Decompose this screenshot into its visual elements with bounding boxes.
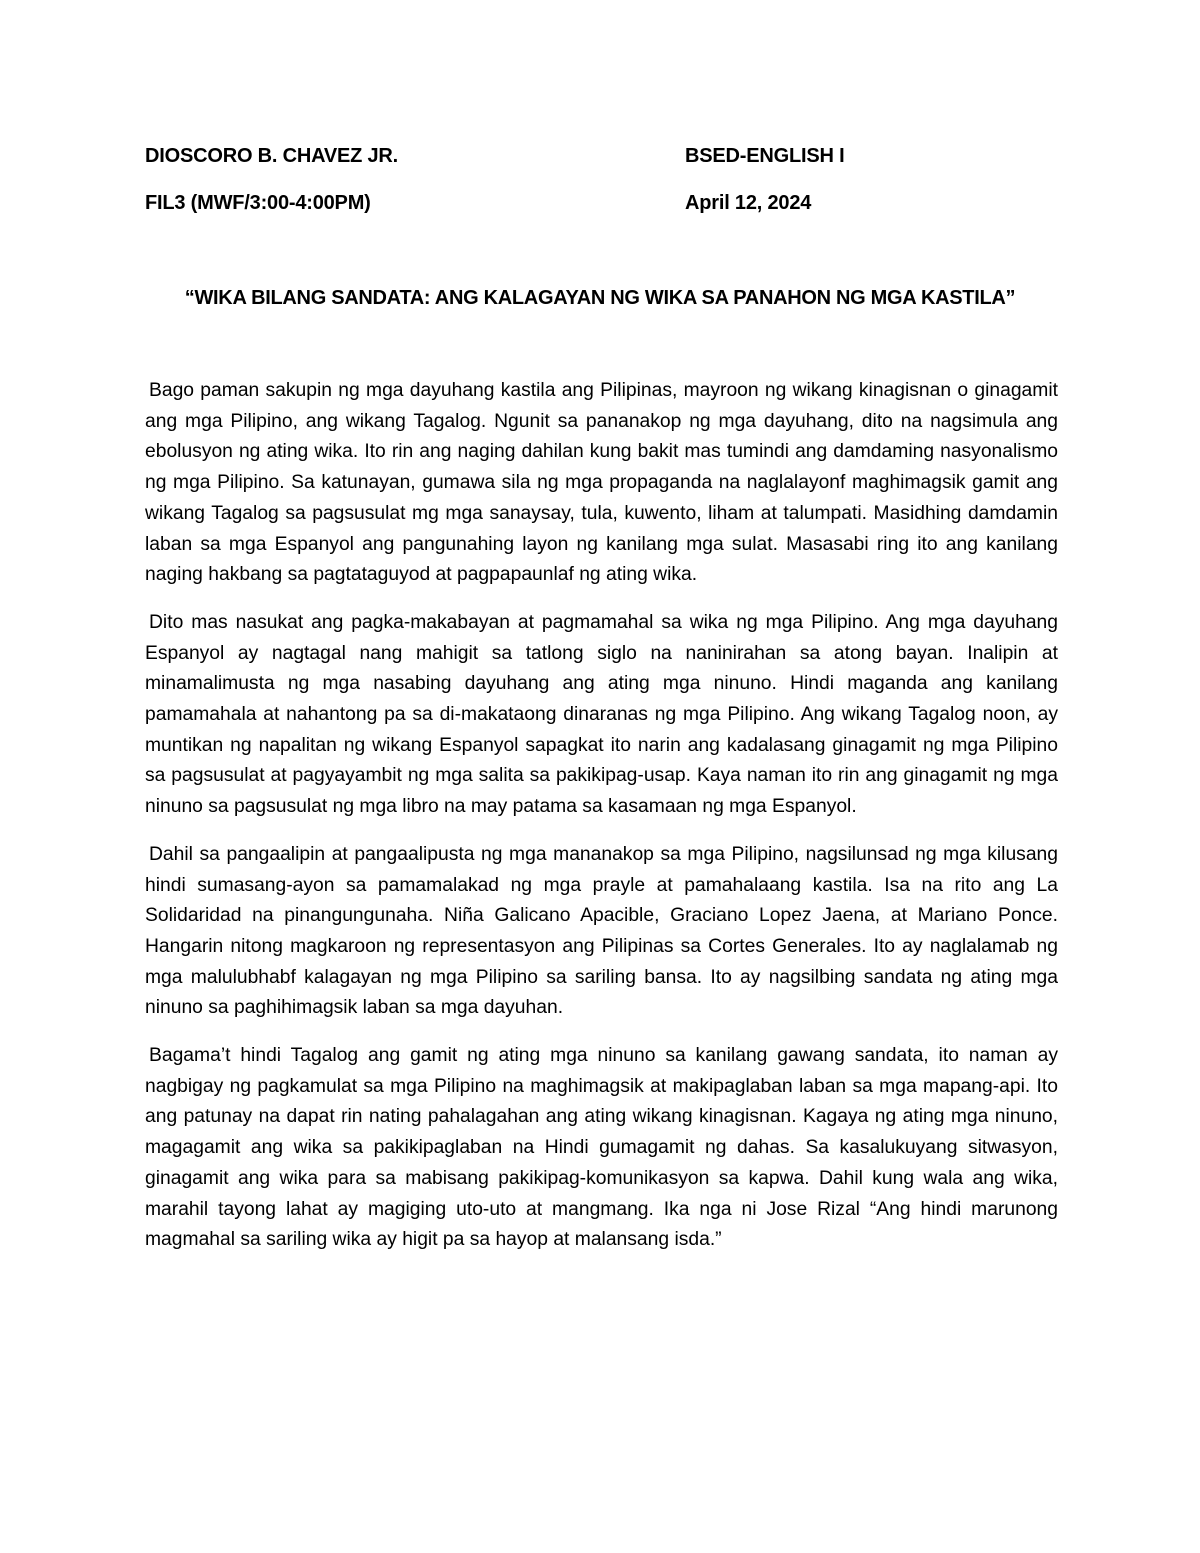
paragraph-3: Dahil sa pangaalipin at pangaalipusta ng mga mananakop sa mga Pilipino, nagsilunsad ng mga kilusang hindi sumasang-ayon sa pamamalakad ng mga prayle at pamahalaang kastila. Isa na rito ang La Solidaridad na pinangungunaha. Niña Galicano Apacible, Graciano Lopez Jaena, at Mariano Ponce. Hangarin nitong magkaroon ng representasyon ang Pilipinas sa Cortes Generales. Ito ay naglalamab ng mga malulubhabf kalagayan ng mga Pilipino sa sariling bansa. Ito ay nagsilbing sandata ng ating mga ninuno sa paghihimagsik laban sa mga dayuhan. [145, 843, 1058, 1019]
essay-body [145, 376, 1058, 1273]
course-section: BSED-ENGLISH I [685, 145, 845, 167]
essay-title: “WIKA BILANG SANDATA: ANG KALAGAYAN NG WIKA SA PANAHON NG MGA KASTILA” [184, 287, 1016, 309]
paragraph-1: Bago paman sakupin ng mga dayuhang kastila ang Pilipinas, mayroon ng wikang kinagisnan o ginagamit ang mga Pilipino, ang wikang Tagalog. Ngunit sa pananakop ng mga dayuhang, dito na nagsimula ang ebolusyon ng ating wika. Ito rin ang naging dahilan kung bakit mas tumindi ang damdaming nasyonalismo ng mga Pilipino. Sa katunayan, gumawa sila ng mga propaganda na naglalayonf maghimagsik gamit ang wikang Tagalog sa pagsusulat mg mga sanaysay, tula, kuwento, liham at talumpati. Masidhing damdamin laban sa mga Espanyol ang pangunahing layon ng kanilang mga sulat. Masasabi ring ito ang kanilang naging hakbang sa pagtataguyod at pagpapaunlaf ng ating wika. [145, 380, 1058, 586]
paragraph-4: Bagama’t hindi Tagalog ang gamit ng ating mga ninuno sa kanilang gawang sandata, ito naman ay nagbigay ng pagkamulat sa mga Pilipino na maghimagsik at makipaglaban laban sa mga mapang-api. Ito ang patunay na dapat rin nating pahalagahan ang ating wikang kinagisnan. Kagaya ng ating mga ninuno, magagamit ang wika sa pakikipaglaban na Hindi gumagamit ng dahas. Sa kasalukuyang sitwasyon, ginagamit ang wika para sa mabisang pakikipag-komunikasyon sa kapwa. Dahil kung wala ang wika, marahil tayong lahat ay magiging uto-uto at mangmang. Ika nga ni Jose Rizal “Ang hindi marunong magmahal sa sariling wika ay higit pa sa hayop at malansang isda.” [145, 1045, 1058, 1251]
subject-schedule: FIL3 (MWF/3:00-4:00PM) [145, 192, 371, 214]
document-date: April 12, 2024 [685, 192, 812, 214]
student-name: DIOSCORO B. CHAVEZ JR. [145, 145, 399, 167]
paragraph-2: Dito mas nasukat ang pagka-makabayan at pagmamahal sa wika ng mga Pilipino. Ang mga dayuhang Espanyol ay nagtagal nang mahigit sa tatlong siglo na naninirahan sa atong bayan. Inalipin at minamalimusta ng mga nasabing dayuhang ang ating mga ninuno. Hindi maganda ang kanilang pamamahala at nahantong pa sa di-makataong dinaranas ng mga Pilipino. Ang wikang Tagalog noon, ay muntikan ng napalitan ng wikang Espanyol sapagkat ito narin ang kadalasang ginagamit ng mga Pilipino sa pagsusulat at pagyayambit ng mga salita sa pakikipag-usap. Kaya naman ito rin ang ginagamit ng mga ninuno sa pagsusulat ng mga libro na may patama sa kasamaan ng mga Espanyol. [145, 611, 1058, 818]
